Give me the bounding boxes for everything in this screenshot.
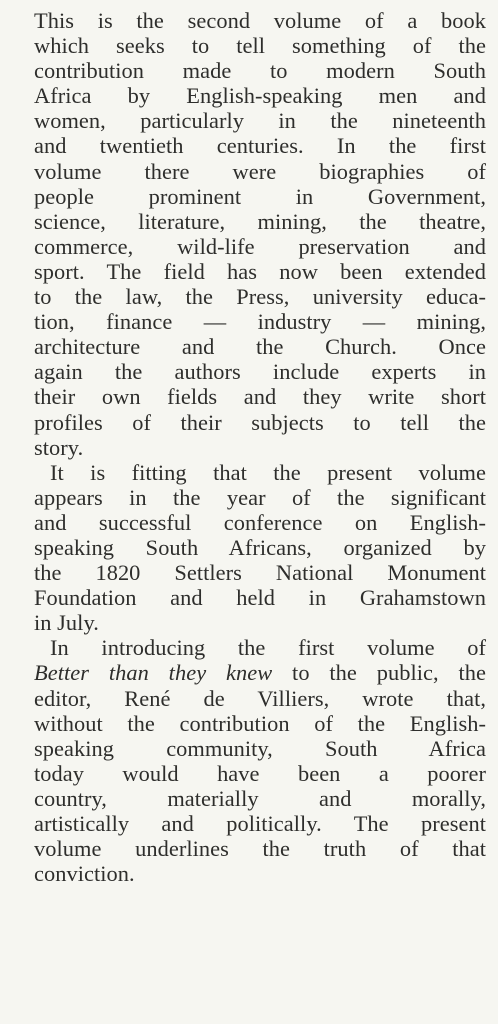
text-line: people prominent in Government, — [34, 183, 486, 209]
text-line-with-title — [34, 660, 486, 685]
text-line: Foundation and held in Grahamstown — [34, 585, 486, 611]
text-line: profiles of their subjects to tell the — [34, 409, 486, 435]
text-line: volume underlines the truth of that — [34, 836, 486, 862]
text-line: tion, finance — industry — mining, — [34, 309, 486, 335]
text-line: science, literature, mining, the theatre, — [34, 208, 486, 234]
text-line: contribution made to modern South — [34, 58, 486, 84]
text-line: speaking community, South Africa — [34, 735, 486, 761]
text-line: again the authors include experts in — [34, 359, 486, 385]
text-line: the 1820 Settlers National Monument — [34, 560, 486, 586]
text-line: their own fields and they write short — [34, 384, 486, 410]
text-line: appears in the year of the significant — [34, 484, 486, 510]
text-line: story. — [34, 434, 84, 460]
text-line: women, particularly in the nineteenth — [34, 108, 486, 134]
text-line: in July. — [34, 610, 99, 636]
text-line: which seeks to tell something of the — [34, 33, 486, 59]
paragraph-1 — [34, 8, 486, 460]
text-line: without the contribution of the English- — [34, 710, 486, 736]
text-line: editor, René de Villiers, wrote that, — [34, 685, 486, 711]
text-line: Africa by English-speaking men and — [34, 83, 486, 109]
text-line: sport. The field has now been extended — [34, 258, 486, 284]
text-line: conviction. — [34, 861, 135, 887]
text-line: This is the second volume of a book — [34, 8, 486, 33]
paragraph-2 — [34, 460, 486, 636]
text-line: It is fitting that the present volume — [50, 459, 486, 485]
text-line: country, materially and morally, — [34, 785, 486, 811]
text-line: and successful conference on English- — [34, 509, 486, 535]
text-line: to the law, the Press, university educa- — [34, 284, 486, 310]
text-line: commerce, wild-life preservation and — [34, 233, 486, 259]
text-line: and twentieth centuries. In the first — [34, 133, 486, 159]
text-line: artistically and politically. The present — [34, 811, 486, 836]
paragraph-3 — [34, 635, 486, 886]
text-line: volume there were biographies of — [34, 158, 486, 184]
book-title: Better than they knew — [34, 660, 273, 686]
text-line: speaking South Africans, organized by — [34, 534, 486, 560]
text-line: architecture and the Church. Once — [34, 334, 486, 360]
text-line-remainder: to the public, the — [272, 660, 486, 686]
text-line: today would have been a poorer — [34, 760, 486, 786]
text-line: In introducing the first volume of — [50, 635, 486, 661]
